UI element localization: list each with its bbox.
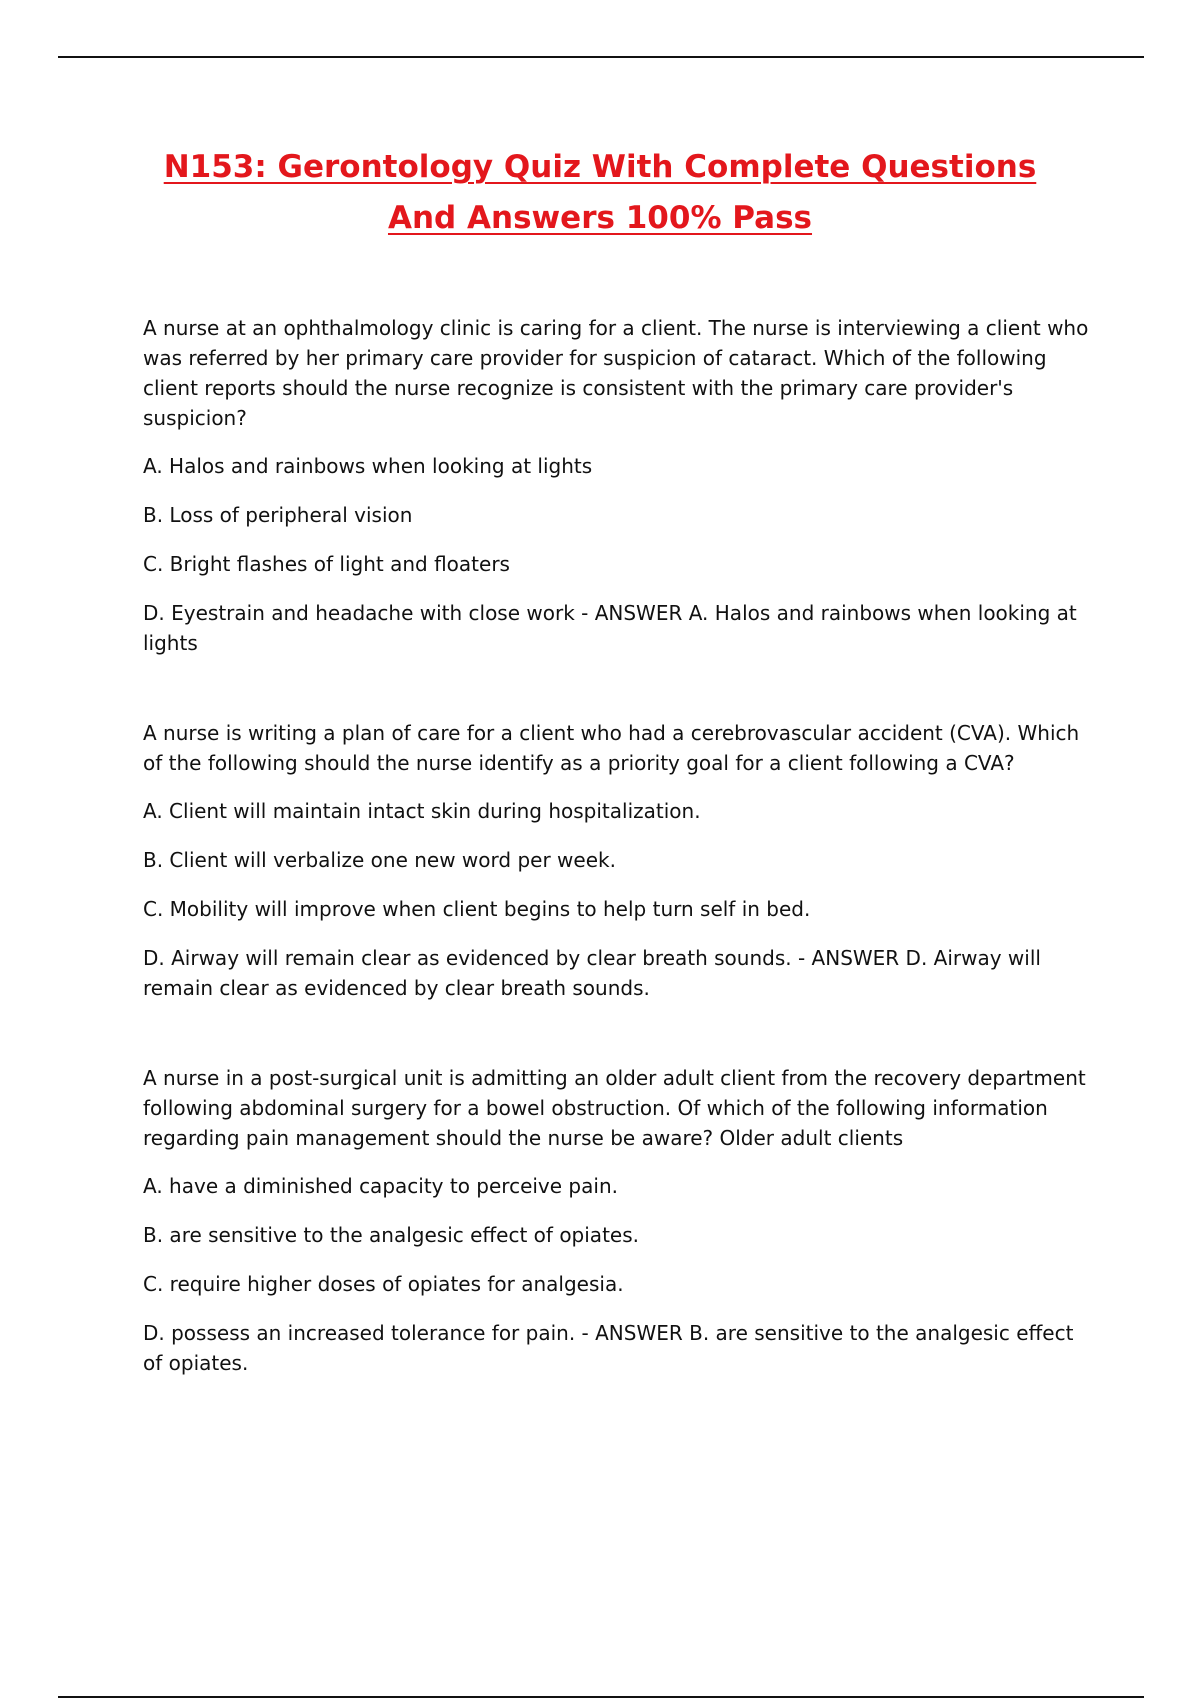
quiz-content (143, 313, 1093, 1438)
option-a: A. have a diminished capacity to perceive pain. (143, 1174, 618, 1198)
option-c: C. Bright flashes of light and floaters (143, 552, 510, 576)
option-b: B. are sensitive to the analgesic effect of opiates. (143, 1223, 639, 1247)
option-c: C. require higher doses of opiates for analgesia. (143, 1272, 624, 1296)
question-text: A nurse is writing a plan of care for a client who had a cerebrovascular accident (CVA). Which of the following should the nurse identify as a priority goal for a client following a CVA? (143, 721, 1080, 775)
document-title (0, 142, 1200, 244)
option-d-with-answer: D. Eyestrain and headache with close work - ANSWER A. Halos and rainbows when looking at lights (143, 601, 1077, 655)
question-text: A nurse at an ophthalmology clinic is caring for a client. The nurse is interviewing a client who was referred by her primary care provider for suspicion of cataract. Which of the following client reports should the nurse recognize is consistent with the primary care provider's suspicion? (143, 316, 1089, 430)
option-b: B. Client will verbalize one new word per week. (143, 848, 616, 872)
option-a: A. Halos and rainbows when looking at lights (143, 454, 593, 478)
option-a: A. Client will maintain intact skin during hospitalization. (143, 799, 701, 823)
option-c: C. Mobility will improve when client begins to help turn self in bed. (143, 897, 811, 921)
bottom-rule (58, 1696, 1144, 1698)
question-2 (143, 718, 1093, 1003)
question-text: A nurse in a post-surgical unit is admitting an older adult client from the recovery department following abdominal surgery for a bowel obstruction. Of which of the following information regarding pain management should the nurse be aware? Older adult clients (143, 1066, 1086, 1150)
title-line-2: And Answers 100% Pass (387, 200, 813, 236)
option-b: B. Loss of peripheral vision (143, 503, 413, 527)
option-d-with-answer: D. Airway will remain clear as evidenced by clear breath sounds. - ANSWER D. Airway will remain clear as evidenced by clear breath sounds. (143, 946, 1041, 1000)
question-1 (143, 313, 1093, 658)
title-line-1: N153: Gerontology Quiz With Complete Questions (163, 149, 1037, 185)
question-3 (143, 1063, 1093, 1378)
option-d-with-answer: D. possess an increased tolerance for pain. - ANSWER B. are sensitive to the analgesic effect of opiates. (143, 1321, 1074, 1375)
top-rule (58, 56, 1144, 58)
